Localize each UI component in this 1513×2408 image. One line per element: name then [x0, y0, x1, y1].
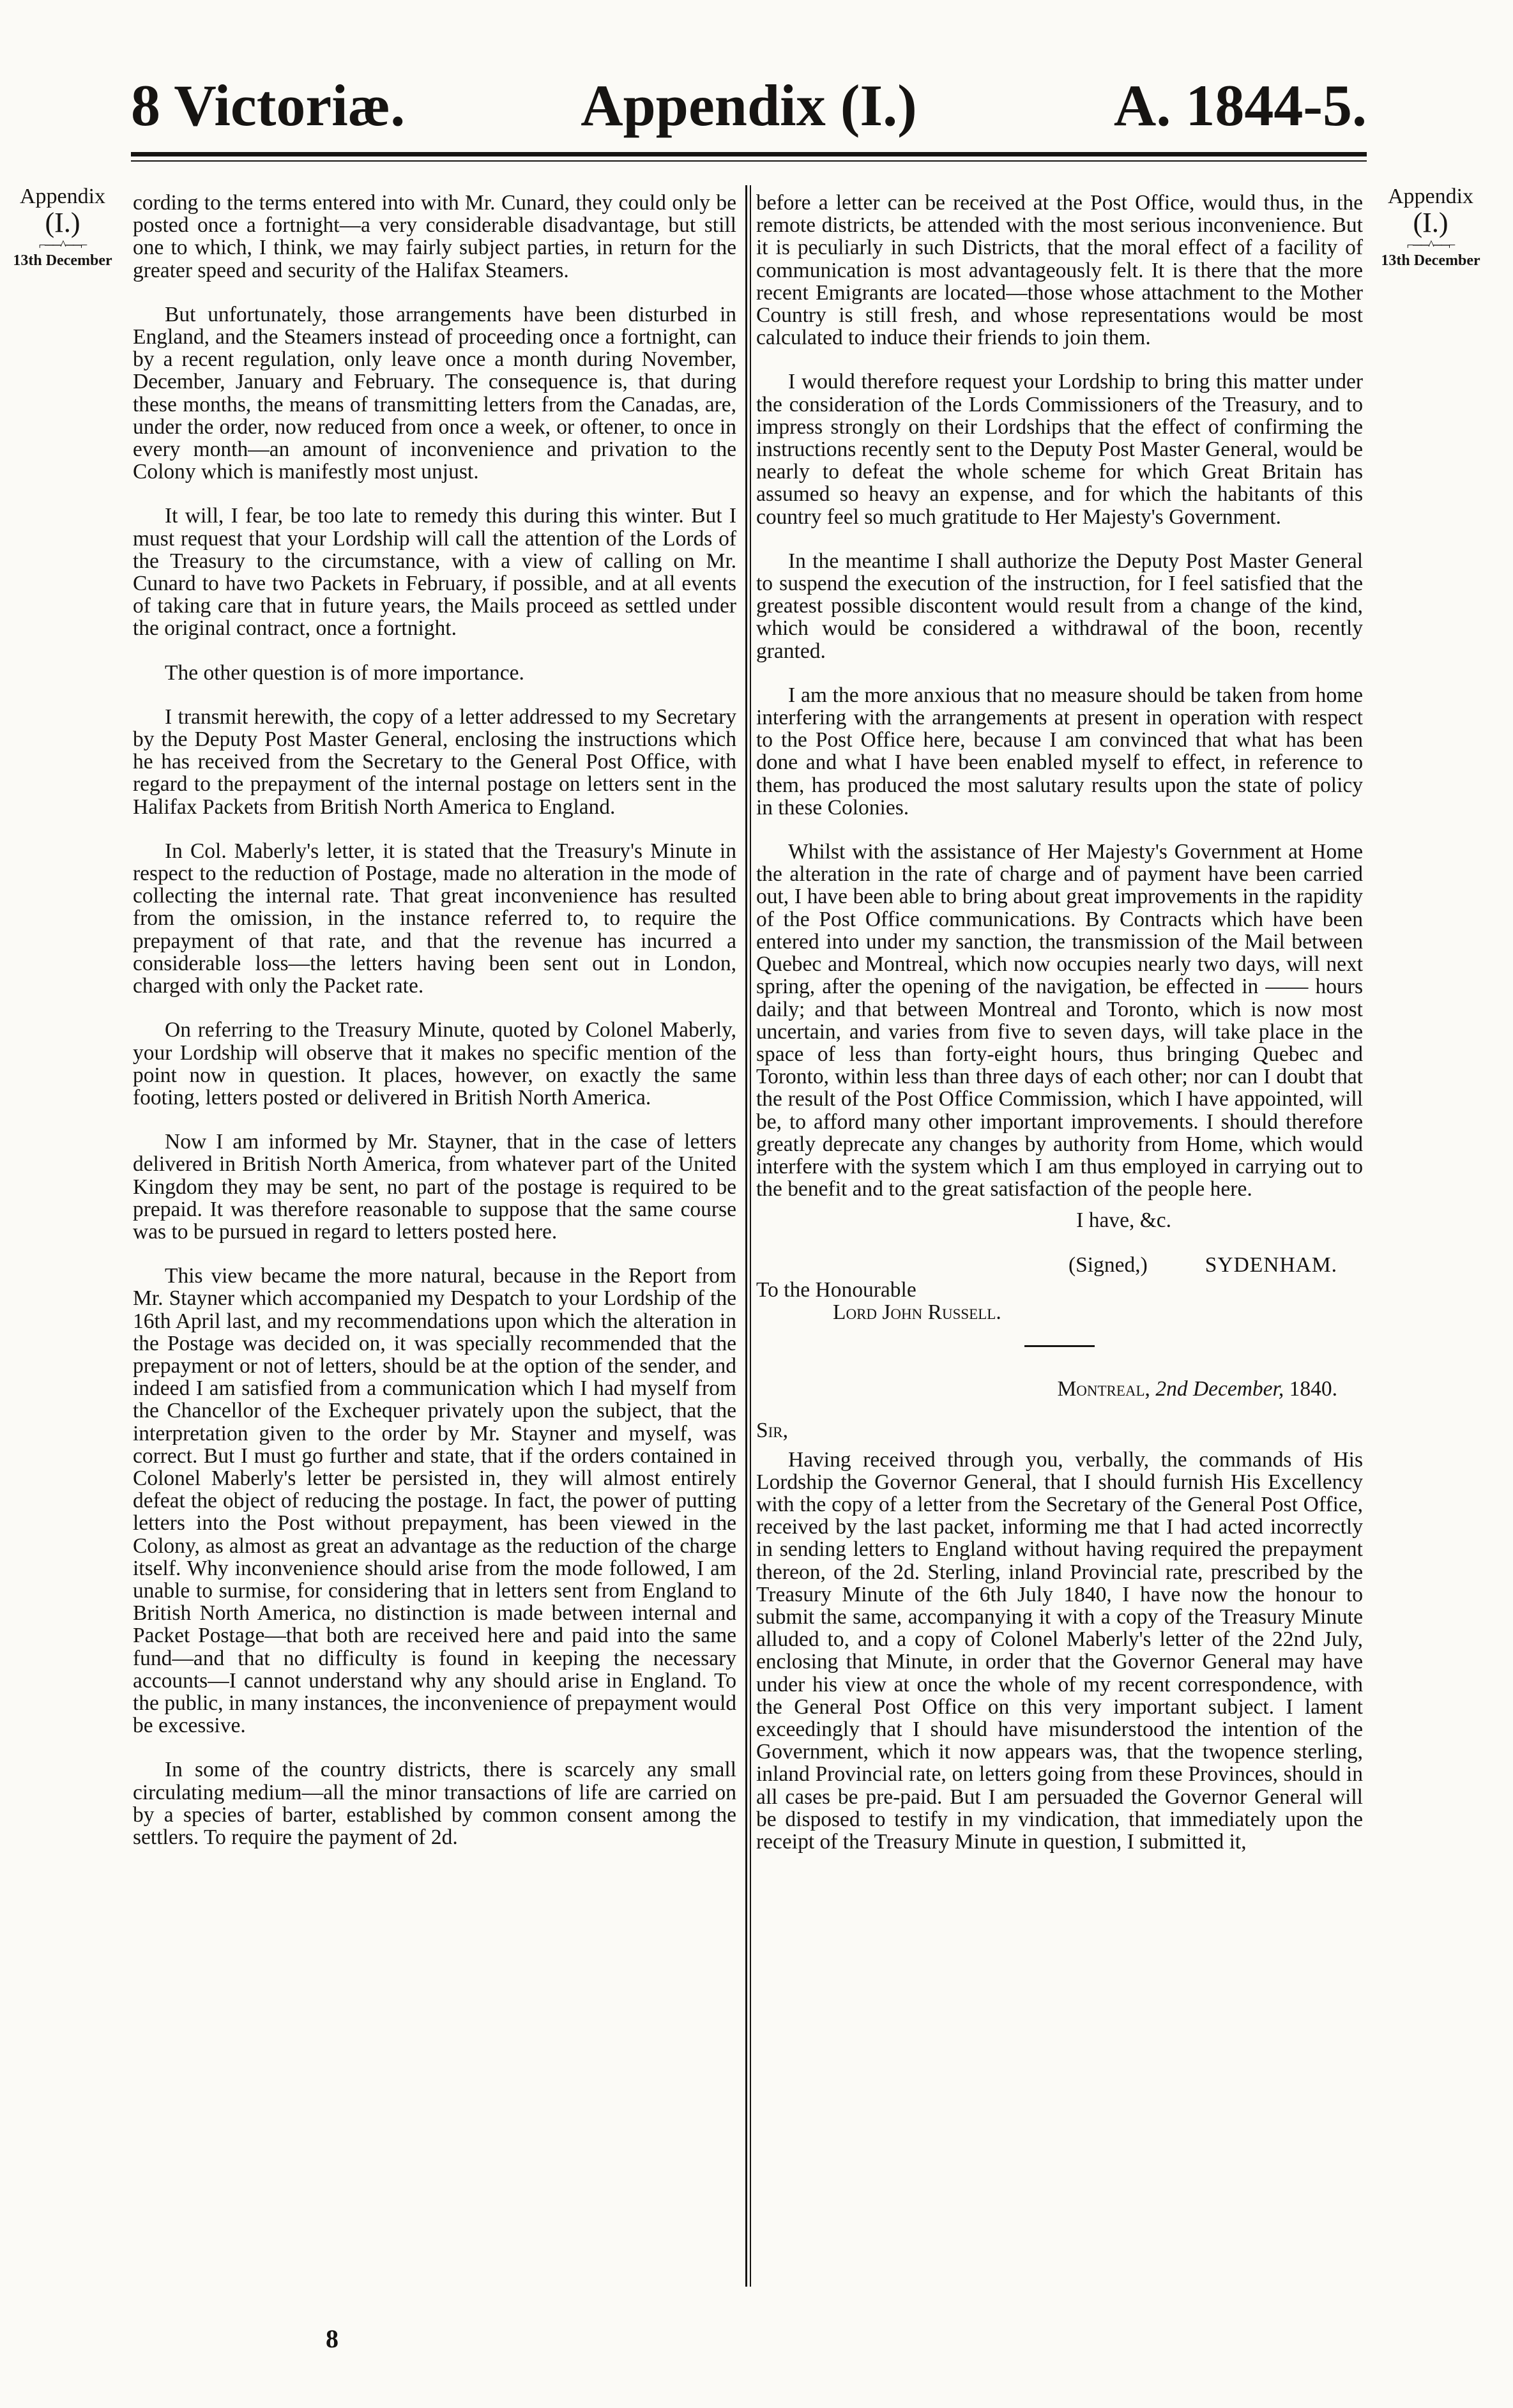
- margin-note-label: Appendix: [1387, 185, 1474, 208]
- header-appendix: Appendix (I.): [581, 73, 917, 138]
- header-rule-thin: [131, 160, 1367, 162]
- letter-body: Having received through you, verbally, the commands of His Lordship the Governor General, that I should furnish His Excellency with the copy of a letter from the Secretary of the General Post Office, received by the last packet, informing me that I had acted incorrectly in sending letters to England without having required the prepayment thereon, of the 2d. Sterling, inland Provincial rate, prescribed by the Treasury Minute of the 6th July 1840, I have now the honour to submit the same, accompanying it with a copy of the Treasury Minute alluded to, and a copy of Colonel Maberly's letter of the 22nd July, enclosing that Minute, in order that the Governor General may have under his view at once the whole of my recent correspondence, with the General Post Office on this very important subject. I lament exceedingly that I should have misunderstood the intention of the Government, which it now appears was, that the twopence sterling, inland Provincial rate, on letters going from these Provinces, should in all cases be pre-paid. But I am persuaded the Governor General will be disposed to testify in my vindication, that immediately upon the receipt of the Treasury Minute in question, I submitted it,: [756, 1447, 1363, 1854]
- dateline-date: 2nd December,: [1155, 1377, 1284, 1401]
- margin-note-right: [1373, 185, 1488, 269]
- signed-label: (Signed,): [1068, 1253, 1148, 1277]
- header-year: A. 1844-5.: [1113, 73, 1367, 138]
- paragraph: cording to the terms entered into with Mr. Cunard, they could only be posted once a fortnight—a very considerable disadvantage, but still one to which, I think, we may fairly subject parties, in return for the greater speed and security of the Halifax Steamers.: [133, 191, 736, 282]
- paragraph: before a letter can be received at the Post Office, would thus, in the remote districts, be attended with the most serious inconvenience. But it is peculiarly in such Districts, that the moral effect of a facility of communication is most advantageously felt. It is there that the more recent Emigrants are located—those whose attachment to the Mother Country is still fresh, and whose representations would be most calculated to induce their friends to join them.: [756, 191, 1363, 350]
- dateline: [756, 1378, 1337, 1400]
- salutation: Sir,: [756, 1419, 789, 1443]
- margin-note-brace: ⌐──^──⌐: [1406, 238, 1455, 252]
- column-divider-inner: [750, 185, 751, 2287]
- margin-note-date: 13th December: [13, 252, 112, 269]
- page-number: 8: [326, 2324, 338, 2353]
- paragraph: In some of the country districts, there is scarcely any small circulating medium—all the minor transactions of life are carried on by a species of barter, established by common consent among the settlers. To require the payment of 2d.: [133, 1758, 736, 1849]
- paragraph: Now I am informed by Mr. Stayner, that in the case of letters delivered in British North America, from whatever part of the United Kingdom they may be sent, no part of the postage is required to be prepaid. It was therefore reasonable to suppose that the same course was to be pursued in regard to letters posted here.: [133, 1130, 736, 1244]
- margin-note-label: Appendix: [19, 185, 106, 208]
- margin-note-brace: ⌐──^──⌐: [38, 238, 87, 252]
- paragraph: In Col. Maberly's letter, it is stated that the Treasury's Minute in respect to the reduction of Postage, made no alteration in the mode of collecting the internal rate. That great inconvenience has resulted from the omission, in the instance referred to, to require the prepayment of that rate, and that the revenue has incurred a considerable loss—the letters having been sent out in London, charged with only the Packet rate.: [133, 839, 736, 998]
- signature: SYDENHAM.: [1205, 1253, 1337, 1277]
- paragraph: I transmit herewith, the copy of a letter addressed to my Secretary by the Deputy Post Master General, enclosing the instructions which he has received from the Secretary to the General Post Office, with regard to the prepayment of the internal postage on letters sent in the Halifax Packets from British North America to England.: [133, 705, 736, 819]
- margin-note-date: 13th December: [1381, 252, 1480, 269]
- header-rule-thick: [131, 152, 1367, 156]
- margin-note-numeral: (I.): [45, 206, 80, 238]
- section-divider: [1024, 1345, 1095, 1347]
- paragraph: This view became the more natural, because in the Report from Mr. Stayner which accompanied my Despatch to your Lordship of the 16th April last, and my recommendations upon which the alteration in the Postage was decided on, it was specially recommended that the prepayment or not of letters, should be at the option of the sender, and indeed I am satisfied from a communication which I had myself from the Chancellor of the Exchequer privately upon the subject, that the interpretation given to the order by Mr. Stayner and myself, was correct. But I must go further and state, that if the orders contained in Colonel Maberly's letter be persisted in, they will almost entirely defeat the object of reducing the postage. In fact, the power of putting letters into the Post without prepayment, has been viewed in the Colony, as almost as great an advantage as the reduction of the charge itself. Why inconvenience should arise from the mode followed, I am unable to surmise, for considering that in letters sent from England to British North America, no distinction is made between internal and Packet Postage—that both are received here and paid into the same fund—and that no difficulty is found in keeping the necessary accounts—I cannot understand why any should arise in England. To the public, in many instances, the inconvenience of prepayment would be excessive.: [133, 1264, 736, 1738]
- addressee-line-2: Lord John Russell.: [833, 1300, 1001, 1324]
- margin-note-left: [11, 185, 114, 269]
- dateline-place: Montreal,: [1057, 1377, 1150, 1401]
- paragraph: On referring to the Treasury Minute, quoted by Colonel Maberly, your Lordship will observe that it makes no specific mention of the point now in question. It places, however, on exactly the same footing, letters posted or delivered in British North America.: [133, 1018, 736, 1109]
- addressee-line-1: To the Honourable: [756, 1277, 916, 1302]
- column-divider: [745, 185, 747, 2287]
- paragraph: It will, I fear, be too late to remedy this during this winter. But I must request that your Lordship will call the attention of the Lords of the Treasury to the circumstance, with a view of calling on Mr. Cunard to have two Packets in February, if possible, and at all events of taking care that in future years, the Mails proceed as settled under the original contract, once a fortnight.: [133, 504, 736, 641]
- closing: I have, &c.: [1076, 1208, 1171, 1233]
- signature-block: [756, 1254, 1363, 1276]
- right-column: [756, 192, 1363, 1853]
- paragraph: The other question is of more importance.: [165, 660, 524, 685]
- margin-note-numeral: (I.): [1413, 206, 1448, 238]
- paragraph: But unfortunately, those arrangements have been disturbed in England, and the Steamers instead of proceeding once a fortnight, can by a recent regulation, only leave once a month during November, December, January and February. The consequence is, that during these months, the means of transmitting letters from the Canadas, are, under the order, now reduced from once a week, or oftener, to once in every month—an amount of inconvenience and privation to the Colony which is manifestly most unjust.: [133, 302, 736, 484]
- dateline-year: 1840.: [1289, 1377, 1337, 1401]
- paragraph: In the meantime I shall authorize the Deputy Post Master General to suspend the execution of the instruction, for I feel satisfied that the greatest possible discontent would result from a change of the kind, which would be considered a withdrawal of the boon, recently granted.: [756, 549, 1363, 663]
- header-session: 8 Victoriæ.: [131, 73, 406, 138]
- paragraph: I am the more anxious that no measure should be taken from home interfering with the arrangements at present in operation with respect to the Post Office here, because I am convinced that what has been done and what I have been enabled myself to effect, in reference to them, has produced the most salutary results upon the state of policy in these Colonies.: [756, 683, 1363, 819]
- paragraph: I would therefore request your Lordship to bring this matter under the consideration of the Lords Commissioners of the Treasury, and to impress strongly on their Lordships that the effect of confirming the instructions recently sent to the Deputy Post Master General, would be nearly to defeat the whole scheme for which Great Britain has assumed so heavy an expense, and for which the habitants of this country feel so much gratitude to Her Majesty's Government.: [756, 370, 1363, 529]
- paragraph: Whilst with the assistance of Her Majesty's Government at Home the alteration in the rate of charge and of payment have been carried out, I have been able to bring about great improvements in the rapidity of the Post Office communications. By Contracts which have been entered into under my sanction, the transmission of the Mail between Quebec and Montreal, which now occupies nearly two days, will next spring, after the opening of the navigation, be effected in —— hours daily; and that between Montreal and Toronto, which is now most uncertain, and varies from five to seven days, will take place in the space of less than forty-eight hours, thus bringing Quebec and Toronto, within less than three days of each other; nor can I doubt that the result of the Post Office Commission, which I have appointed, will be, to afford many other important improvements. I should therefore greatly deprecate any changes by authority from Home, which would interfere with the system which I am thus employed in carrying out to the benefit and to the great satisfaction of the people here.: [756, 840, 1363, 1201]
- running-header: [131, 70, 1367, 141]
- left-column: [133, 192, 736, 1848]
